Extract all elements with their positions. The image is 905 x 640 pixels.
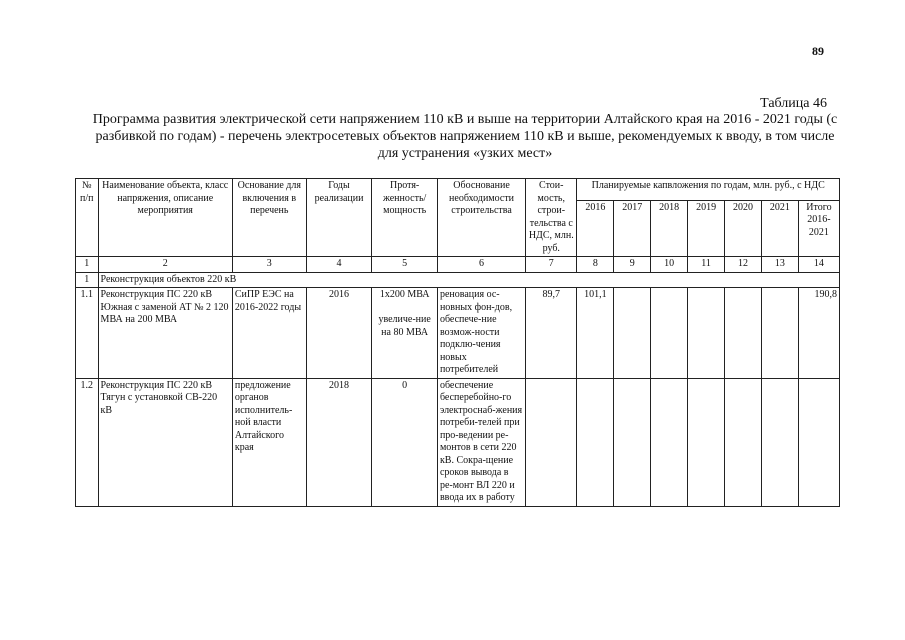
table-row — [76, 378, 840, 506]
header-total: Итого 2016-2021 — [798, 200, 839, 256]
header-year-2019: 2019 — [688, 200, 725, 256]
row-justification: обеспечение бесперебойно-го электроснаб-жения потреби-телей при про-ведении ре-монтов в сети 220 кВ. Сокра-щение сроков вывода в ре-монт ВЛ 220 и ввода их в работу — [437, 378, 525, 506]
row-cost — [526, 378, 577, 506]
row-y2016: 101,1 — [577, 288, 614, 379]
column-number: 3 — [232, 257, 306, 273]
row-basis: предложение органов исполнитель-ной власти Алтайского края — [232, 378, 306, 506]
row-num: 1.2 — [76, 378, 99, 506]
header-year-2021: 2021 — [761, 200, 798, 256]
row-basis: СиПР ЕЭС на 2016-2022 годы — [232, 288, 306, 379]
header-year-2016: 2016 — [577, 200, 614, 256]
table-row — [76, 288, 840, 379]
header-cost: Стои-мость, строи-тельства с НДС, млн. руб. — [526, 179, 577, 257]
row-length: 0 — [372, 378, 438, 506]
row-y2021 — [761, 288, 798, 379]
header-length: Протя-женность/ мощность — [372, 179, 438, 257]
row-y2020 — [725, 288, 762, 379]
row-y2017 — [614, 378, 651, 506]
row-y2019 — [688, 378, 725, 506]
header-planned: Планируемые капвложения по годам, млн. руб., с НДС — [577, 179, 840, 201]
row-y2017 — [614, 288, 651, 379]
column-number: 5 — [372, 257, 438, 273]
column-number: 4 — [306, 257, 372, 273]
row-y2021 — [761, 378, 798, 506]
column-number: 9 — [614, 257, 651, 273]
header-name: Наименование объекта, класс напряжения, описание мероприятия — [98, 179, 232, 257]
row-total: 190,8 — [798, 288, 839, 379]
row-y2020 — [725, 378, 762, 506]
page-number: 89 — [812, 44, 824, 58]
document-title: Программа развития электрической сети напряжением 110 кВ и выше на территории Алтайского края на 2016 - 2021 годы (с разбивкой по годам) - перечень электросетевых объектов напряжением 110 кВ и выше, рекомендуемых к вводу, в том числе для устранения «узких мест» — [92, 112, 838, 161]
table-label: Таблица 46 — [760, 96, 827, 111]
row-years: 2018 — [306, 378, 372, 506]
column-number: 7 — [526, 257, 577, 273]
header-year-2018: 2018 — [651, 200, 688, 256]
row-length: 1х200 МВА увеличе-ние на 80 МВА — [372, 288, 438, 379]
column-number: 2 — [98, 257, 232, 273]
header-justification: Обоснование необходимости строительства — [437, 179, 525, 257]
row-y2018 — [651, 288, 688, 379]
row-cost: 89,7 — [526, 288, 577, 379]
row-total — [798, 378, 839, 506]
column-number: 13 — [761, 257, 798, 273]
header-row — [76, 179, 840, 201]
row-y2019 — [688, 288, 725, 379]
section-label: Реконструкция объектов 220 кВ — [98, 272, 839, 288]
row-y2016 — [577, 378, 614, 506]
row-name: Реконструкция ПС 220 кВ Южная с заменой АТ № 2 120 МВА на 200 МВА — [98, 288, 232, 379]
row-y2018 — [651, 378, 688, 506]
section-num: 1 — [76, 272, 99, 288]
header-num: № п/п — [76, 179, 99, 257]
column-number: 1 — [76, 257, 99, 273]
column-number: 14 — [798, 257, 839, 273]
column-number: 8 — [577, 257, 614, 273]
row-years: 2016 — [306, 288, 372, 379]
column-number: 6 — [437, 257, 525, 273]
header-basis: Основание для включения в перечень — [232, 179, 306, 257]
column-number-row — [76, 257, 840, 273]
column-number: 12 — [725, 257, 762, 273]
column-number: 11 — [688, 257, 725, 273]
section-row — [76, 272, 840, 288]
investment-table — [75, 178, 840, 507]
column-number: 10 — [651, 257, 688, 273]
header-year-2017: 2017 — [614, 200, 651, 256]
row-name: Реконструкция ПС 220 кВ Тягун с установкой СВ-220 кВ — [98, 378, 232, 506]
row-num: 1.1 — [76, 288, 99, 379]
row-justification: реновация ос-новных фон-дов, обеспече-ние возмож-ности подклю-чения новых потребителей — [437, 288, 525, 379]
header-years: Годы реализации — [306, 179, 372, 257]
header-year-2020: 2020 — [725, 200, 762, 256]
